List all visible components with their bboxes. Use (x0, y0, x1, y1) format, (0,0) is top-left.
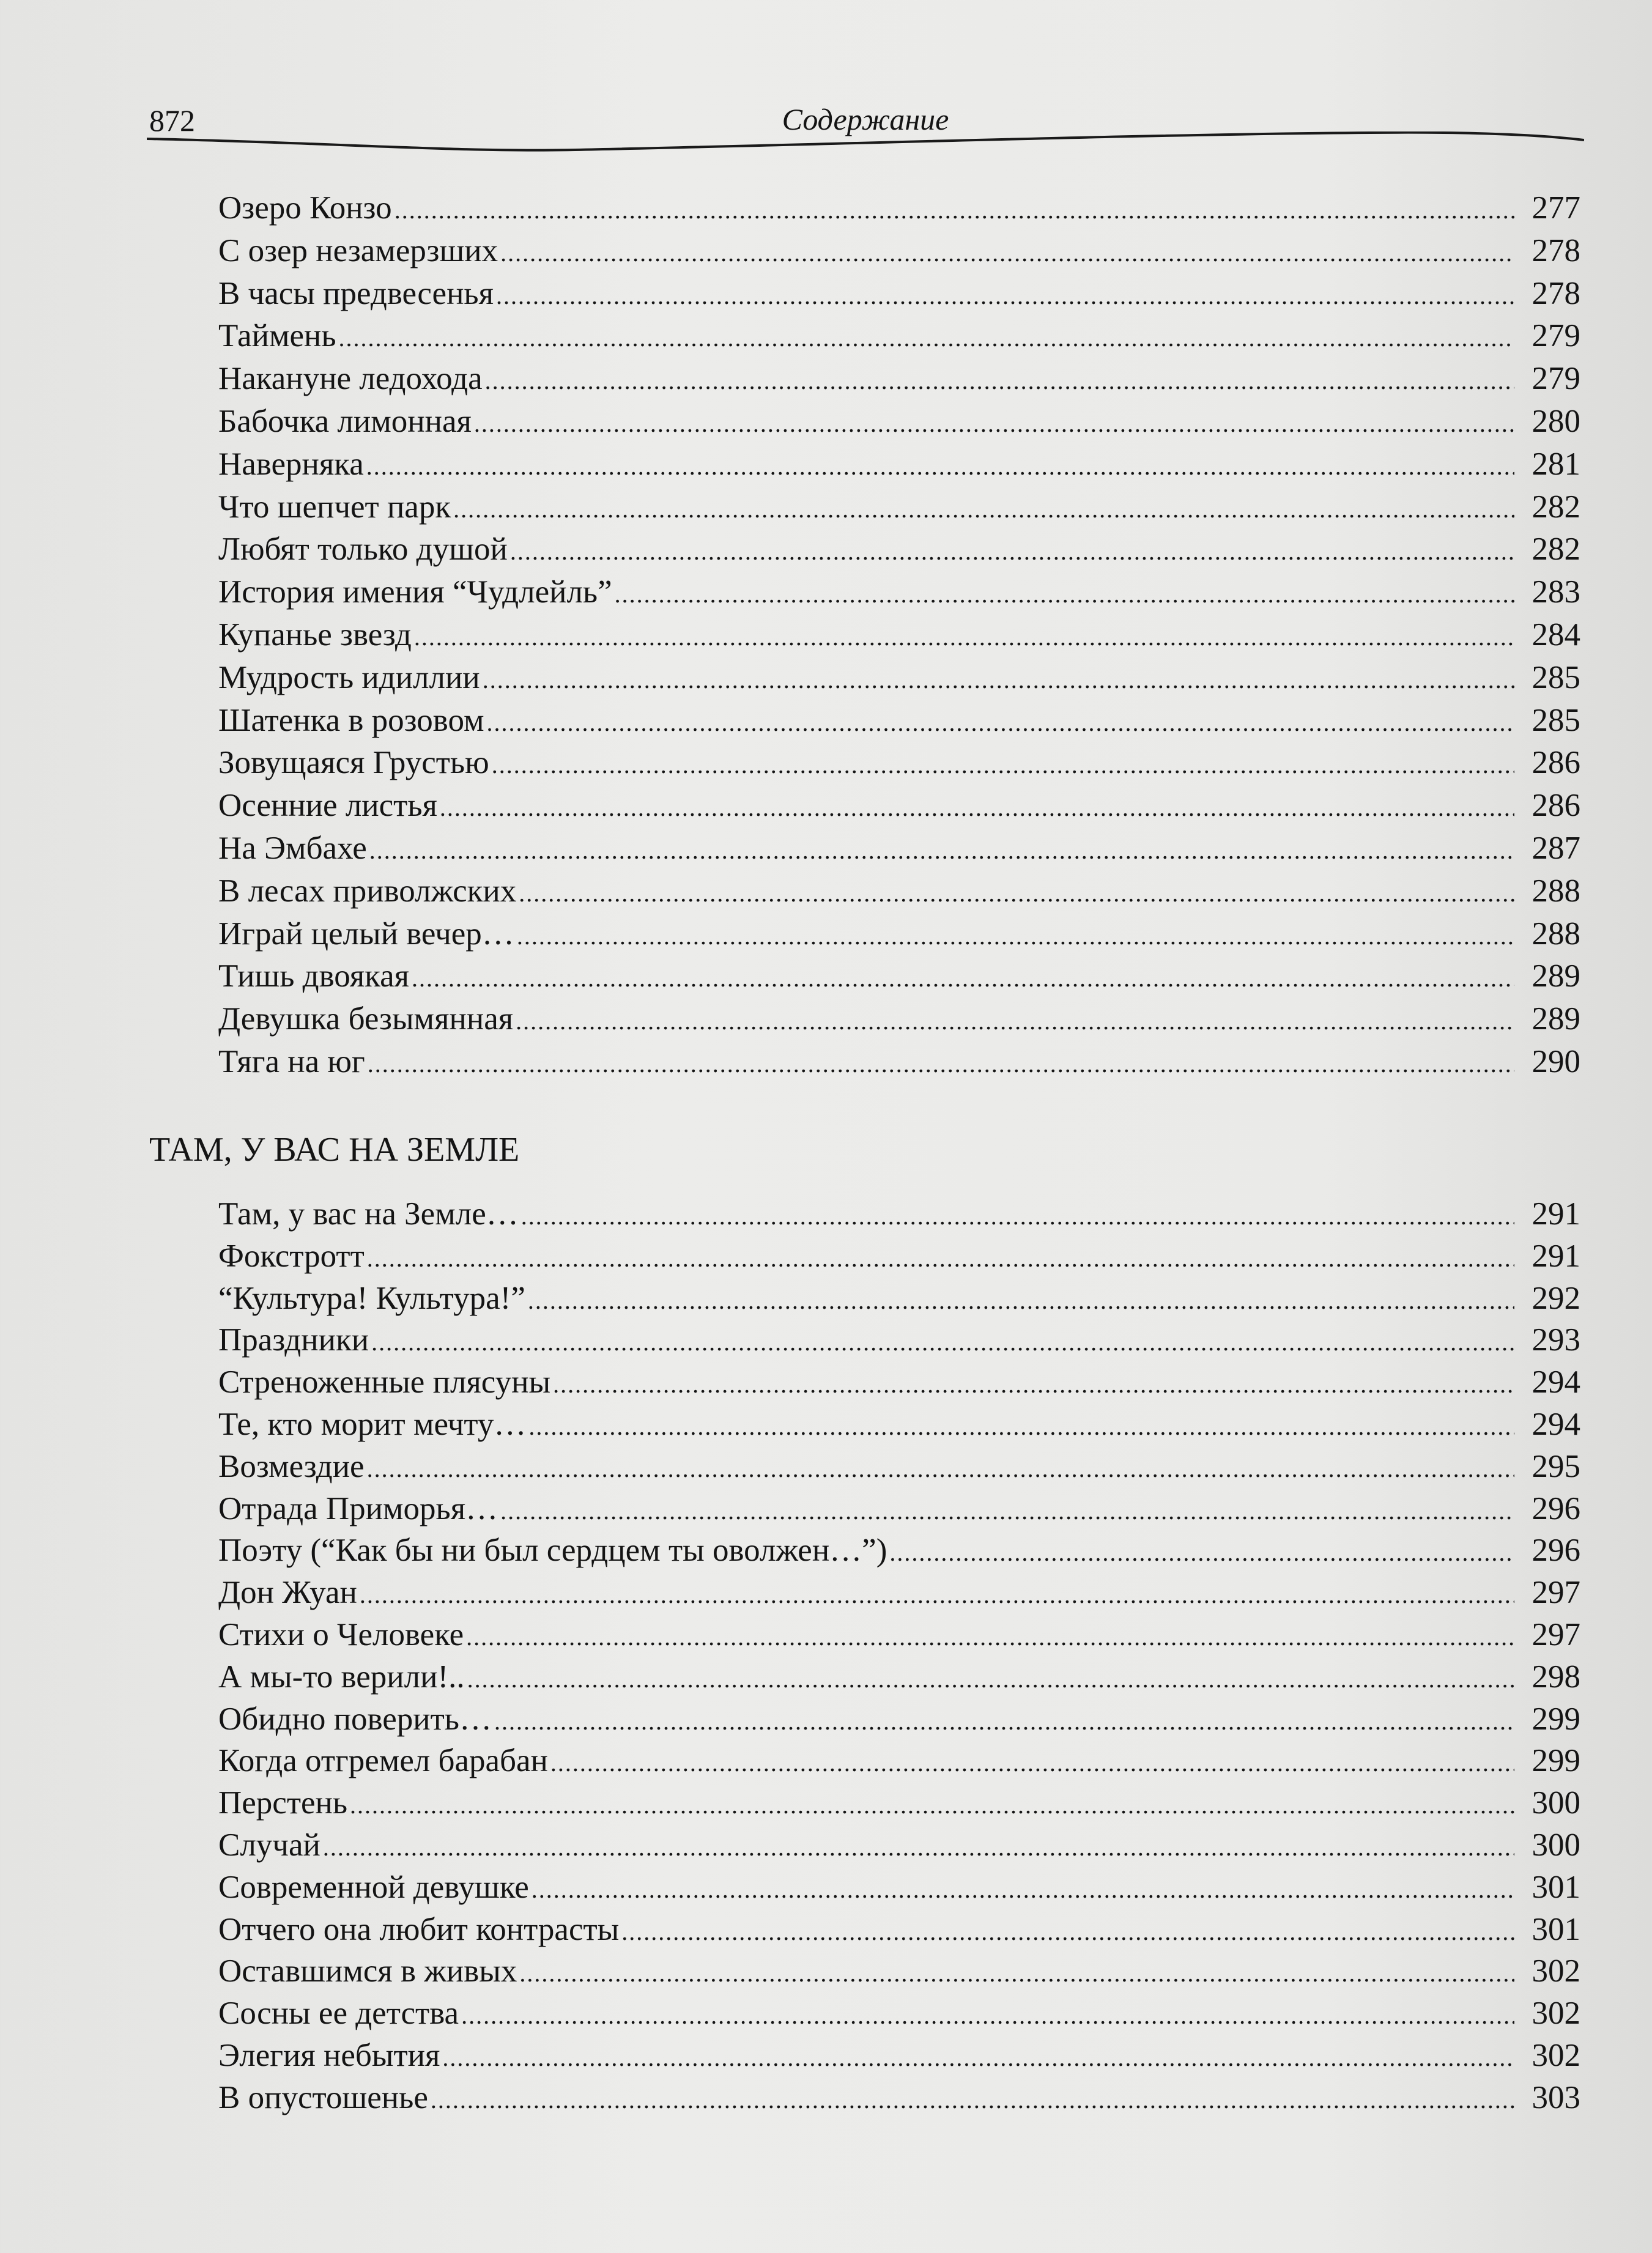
entry-page: 287 (1532, 830, 1580, 866)
toc-entry[interactable] (218, 272, 1580, 315)
entry-title: А мы-то верили!.. (218, 1659, 465, 1695)
entry-title: На Эмбахе (218, 830, 367, 866)
toc-entry[interactable] (218, 1529, 1580, 1571)
entry-title: Случай (218, 1827, 320, 1863)
entry-title: Обидно поверить… (218, 1701, 492, 1737)
entry-title: Отчего она любит контрасты (218, 1911, 620, 1947)
dot-leader (496, 275, 1514, 317)
dot-leader (532, 1868, 1514, 1911)
entry-page: 279 (1532, 318, 1580, 354)
dot-leader (371, 1321, 1514, 1364)
toc-entry[interactable] (218, 1656, 1580, 1698)
toc-entry[interactable] (218, 1235, 1580, 1277)
toc-entry[interactable] (218, 571, 1580, 613)
entry-title: Купанье звезд (218, 616, 412, 653)
dot-leader (339, 317, 1514, 360)
dot-leader (360, 1574, 1514, 1616)
toc-entry[interactable] (218, 357, 1580, 400)
toc-entry[interactable] (218, 1571, 1580, 1613)
entry-title: Тишь двоякая (218, 958, 409, 994)
dot-leader (615, 573, 1514, 616)
dot-leader (453, 488, 1514, 531)
toc-entry[interactable] (218, 528, 1580, 571)
entry-page: 301 (1532, 1869, 1580, 1905)
entry-title: Любят только душой (218, 531, 508, 568)
entry-title: Бабочка лимонная (218, 403, 472, 439)
entry-title: Поэту (“Как бы ни был сердцем ты оволжен…”) (218, 1533, 887, 1569)
header-rule (147, 131, 1584, 156)
entry-title: Возмездие (218, 1448, 365, 1484)
dot-leader (500, 1490, 1514, 1533)
entry-page: 288 (1532, 873, 1580, 909)
dot-leader (366, 445, 1514, 488)
entry-page: 279 (1532, 361, 1580, 397)
entry-page: 284 (1532, 616, 1580, 653)
entry-page: 300 (1532, 1827, 1580, 1863)
toc-entry[interactable] (218, 656, 1580, 699)
dot-leader (553, 1363, 1514, 1406)
dot-leader (440, 786, 1514, 829)
toc-entry[interactable] (218, 784, 1580, 827)
entry-title: Шатенка в розовом (218, 702, 484, 738)
dot-leader (889, 1531, 1514, 1574)
dot-leader (500, 232, 1514, 275)
dot-leader (521, 1195, 1514, 1238)
entry-title: Мудрость идиллии (218, 659, 480, 695)
entry-title: С озер незамерзших (218, 232, 498, 268)
toc-entry[interactable] (218, 699, 1580, 742)
entry-page: 283 (1532, 574, 1580, 610)
entry-page: 290 (1532, 1043, 1580, 1079)
entry-page: 289 (1532, 1001, 1580, 1037)
entry-page: 302 (1532, 1953, 1580, 1989)
toc-entry[interactable] (218, 1277, 1580, 1319)
entry-title: Играй целый вечер… (218, 916, 514, 952)
entry-title: Таймень (218, 318, 336, 354)
dot-leader (519, 872, 1514, 915)
dot-leader (550, 1742, 1514, 1785)
entry-title: Праздники (218, 1322, 369, 1358)
toc-entry[interactable] (218, 1193, 1580, 1235)
dot-leader (369, 829, 1514, 872)
entry-title: Там, у вас на Земле… (218, 1196, 519, 1232)
toc-entry[interactable] (218, 229, 1580, 272)
entry-title: В опустошенье (218, 2079, 428, 2115)
entry-page: 285 (1532, 702, 1580, 738)
dot-leader (483, 659, 1514, 701)
toc-entry[interactable] (218, 955, 1580, 997)
dot-leader (323, 1826, 1514, 1869)
entry-page: 295 (1532, 1448, 1580, 1484)
entry-page: 278 (1532, 232, 1580, 268)
dot-leader (414, 616, 1514, 659)
toc-entry[interactable] (218, 997, 1580, 1040)
entry-page: 286 (1532, 745, 1580, 781)
toc-entry[interactable] (218, 1739, 1580, 1781)
dot-leader (466, 1616, 1514, 1659)
entry-page: 296 (1532, 1533, 1580, 1569)
toc-entry[interactable] (218, 1487, 1580, 1530)
entry-page: 286 (1532, 788, 1580, 824)
entry-title: В часы предвесенья (218, 275, 494, 311)
dot-leader (486, 701, 1514, 744)
toc-entry[interactable] (218, 1445, 1580, 1487)
running-title: Содержание (782, 102, 949, 136)
toc-entry[interactable] (218, 1781, 1580, 1824)
toc-entry[interactable] (218, 1698, 1580, 1740)
entry-title: Тяга на юг (218, 1043, 365, 1079)
entry-title: Отрада Приморья… (218, 1490, 498, 1526)
entry-page: 291 (1532, 1238, 1580, 1274)
entry-title: “Культура! Культура!” (218, 1280, 525, 1316)
dot-leader (510, 530, 1514, 573)
dot-leader (519, 1952, 1514, 1995)
toc-entry[interactable] (218, 2076, 1580, 2118)
toc-entry[interactable] (218, 1613, 1580, 1656)
toc-entry[interactable] (218, 827, 1580, 870)
entry-title: Что шепчет парк (218, 489, 451, 525)
toc-entry[interactable] (218, 314, 1580, 357)
entry-page: 301 (1532, 1911, 1580, 1947)
entry-page: 282 (1532, 531, 1580, 568)
dot-leader (412, 957, 1514, 1000)
entry-title: Стреноженные плясуны (218, 1364, 551, 1400)
dot-leader (461, 1994, 1514, 2037)
toc-entry[interactable] (218, 2034, 1580, 2076)
entry-page: 281 (1532, 446, 1580, 482)
entry-title: Элегия небытия (218, 2037, 440, 2073)
toc-entry[interactable] (218, 613, 1580, 656)
dot-leader (368, 1043, 1514, 1086)
entry-page: 293 (1532, 1322, 1580, 1358)
entry-page: 277 (1532, 190, 1580, 226)
entry-page: 282 (1532, 489, 1580, 525)
toc-entry[interactable] (218, 1040, 1580, 1083)
entry-title: Фокстротт (218, 1238, 365, 1274)
dot-leader (517, 915, 1514, 958)
dot-leader (367, 1448, 1514, 1490)
entry-page: 296 (1532, 1490, 1580, 1526)
entry-title: Современной девушке (218, 1869, 529, 1905)
toc-group-1 (218, 187, 1580, 1083)
toc-entry[interactable] (218, 870, 1580, 912)
dot-leader (492, 744, 1514, 786)
toc-entry[interactable] (218, 1908, 1580, 1950)
entry-page: 303 (1532, 2079, 1580, 2115)
entry-page: 302 (1532, 2037, 1580, 2073)
entry-page: 294 (1532, 1364, 1580, 1400)
entry-page: 278 (1532, 275, 1580, 311)
dot-leader (367, 1237, 1514, 1280)
entry-title: Девушка безымянная (218, 1001, 514, 1037)
toc-entry[interactable] (218, 1319, 1580, 1361)
entry-page: 302 (1532, 1996, 1580, 2032)
toc-entry[interactable] (218, 486, 1580, 528)
entry-title: Когда отгремел барабан (218, 1743, 548, 1779)
entry-page: 291 (1532, 1196, 1580, 1232)
entry-page: 285 (1532, 659, 1580, 695)
entry-page: 297 (1532, 1575, 1580, 1611)
entry-page: 289 (1532, 958, 1580, 994)
entry-title: Оставшимся в живых (218, 1953, 517, 1989)
entry-title: Накануне ледохода (218, 361, 483, 397)
dot-leader (528, 1279, 1514, 1322)
dot-leader (485, 360, 1514, 402)
toc-entry[interactable] (218, 1824, 1580, 1866)
entry-title: История имения “Чудлейль” (218, 574, 612, 610)
toc-entry[interactable] (218, 1950, 1580, 1992)
entry-title: Дон Жуан (218, 1575, 357, 1611)
dot-leader (474, 402, 1514, 445)
dot-leader (350, 1784, 1514, 1827)
toc-entry[interactable] (218, 400, 1580, 443)
entry-page: 294 (1532, 1406, 1580, 1442)
entry-title: В лесах приволжских (218, 873, 517, 909)
toc-entry[interactable] (218, 741, 1580, 784)
toc-entry[interactable] (218, 443, 1580, 486)
entry-title: Озеро Конзо (218, 190, 392, 226)
entry-page: 280 (1532, 403, 1580, 439)
toc-entry[interactable] (218, 1361, 1580, 1403)
dot-leader (516, 1000, 1514, 1043)
entry-page: 300 (1532, 1785, 1580, 1821)
toc-group-2 (218, 1193, 1580, 2118)
entry-title: Наверняка (218, 446, 364, 482)
toc-entry[interactable] (218, 187, 1580, 229)
dot-leader (394, 189, 1514, 232)
dot-leader (442, 2037, 1514, 2079)
section-heading: ТАМ, У ВАС НА ЗЕМЛЕ (149, 1131, 520, 1169)
entry-title: Сосны ее детства (218, 1996, 459, 2032)
entry-page: 292 (1532, 1280, 1580, 1316)
dot-leader (494, 1700, 1514, 1743)
entry-title: Те, кто морит мечту… (218, 1406, 527, 1442)
entry-page: 297 (1532, 1616, 1580, 1652)
entry-page: 298 (1532, 1659, 1580, 1695)
toc-entry[interactable] (218, 1992, 1580, 2034)
dot-leader (431, 2079, 1514, 2122)
toc-entry[interactable] (218, 1866, 1580, 1908)
entry-page: 288 (1532, 916, 1580, 952)
page-number: 872 (149, 103, 195, 138)
entry-title: Перстень (218, 1785, 348, 1821)
entry-page: 299 (1532, 1743, 1580, 1779)
entry-title: Осенние листья (218, 788, 437, 824)
entry-title: Зовущаяся Грустью (218, 745, 489, 781)
dot-leader (467, 1658, 1514, 1701)
toc-entry[interactable] (218, 1403, 1580, 1445)
dot-leader (621, 1911, 1514, 1953)
entry-title: Стихи о Человеке (218, 1616, 464, 1652)
dot-leader (528, 1405, 1514, 1448)
entry-page: 299 (1532, 1701, 1580, 1737)
toc-entry[interactable] (218, 912, 1580, 955)
